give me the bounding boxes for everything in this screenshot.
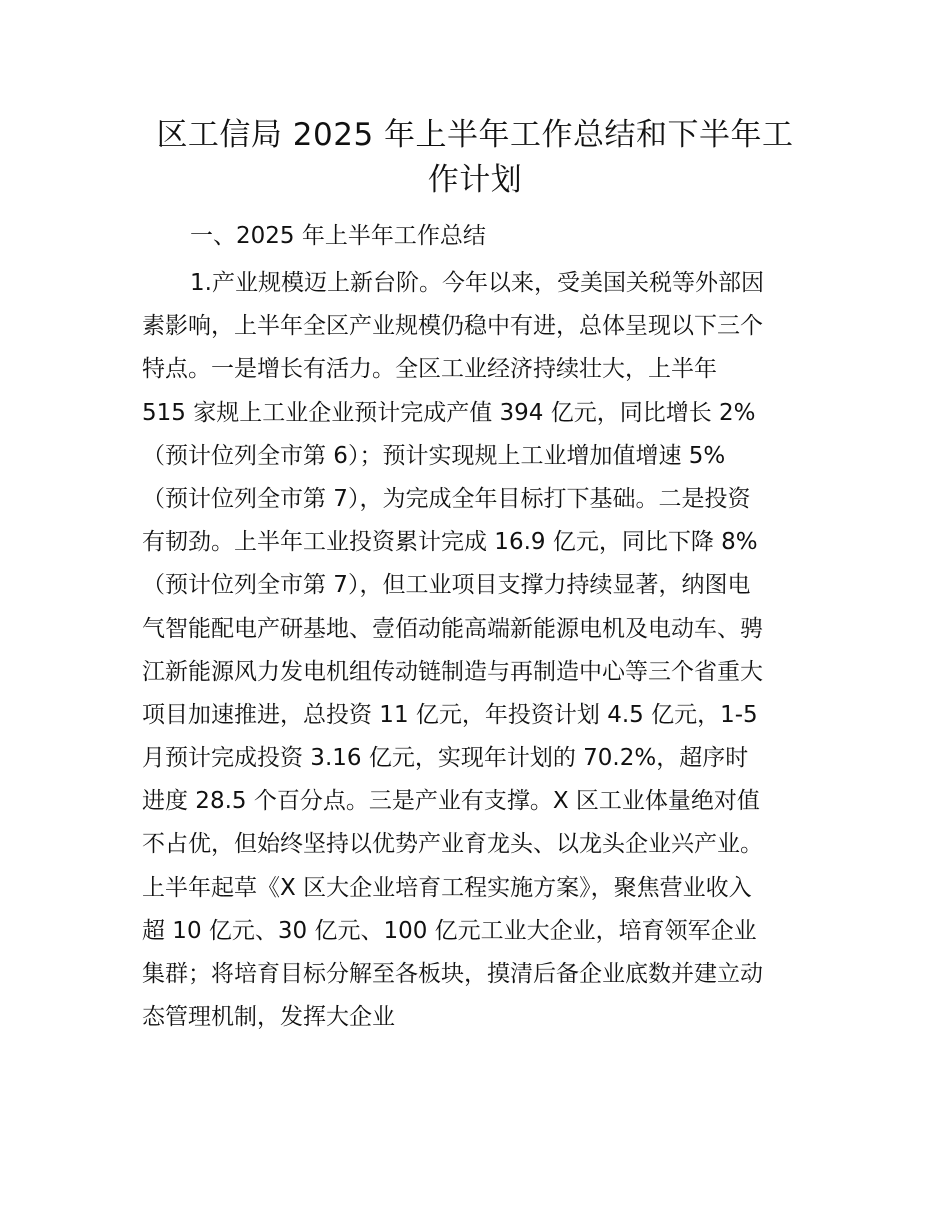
paragraph-line: （预计位列全市第 7），但工业项目支撑力持续显著，纳图电 <box>142 572 751 599</box>
paragraph-line: 素影响，上半年全区产业规模仍稳中有进，总体呈现以下三个 <box>142 313 763 340</box>
section-heading: 一、2025 年上半年工作总结 <box>190 223 486 249</box>
paragraph-line: 1.产业规模迈上新台阶。今年以来，受美国关税等外部因 <box>190 270 764 296</box>
paragraph-line: （预计位列全市第 7），为完成全年目标打下基础。二是投资 <box>142 485 751 512</box>
paragraph-line: 江新能源风力发电机组传动链制造与再制造中心等三个省重大 <box>142 658 763 685</box>
paragraph-line: 进度 28.5 个百分点。三是产业有支撑。X 区工业体量绝对值 <box>142 788 760 815</box>
paragraph <box>142 262 822 1039</box>
paragraph-line: 特点。一是增长有活力。全区工业经济持续壮大，上半年 <box>142 356 717 383</box>
paragraph-line: 515 家规上工业企业预计完成产值 394 亿元，同比增长 2% <box>142 399 756 426</box>
title-line-1: 区工信局 2025 年上半年工作总结和下半年工 <box>156 117 794 153</box>
paragraph-line: 月预计完成投资 3.16 亿元，实现年计划的 70.2%，超序时 <box>142 745 749 772</box>
paragraph-line: 有韧劲。上半年工业投资累计完成 16.9 亿元，同比下降 8% <box>142 529 758 556</box>
paragraph-line: （预计位列全市第 6）；预计实现规上工业增加值增速 5% <box>142 442 726 469</box>
paragraph-line: 气智能配电产研基地、壹佰动能高端新能源电机及电动车、骋 <box>142 615 763 642</box>
paragraph-line: 项目加速推进，总投资 11 亿元，年投资计划 4.5 亿元，1-5 <box>142 701 758 728</box>
paragraph-line: 态管理机制，发挥大企业 <box>142 1004 395 1031</box>
paragraph-line: 超 10 亿元、30 亿元、100 亿元工业大企业，培育领军企业 <box>142 917 757 944</box>
paragraph-line: 不占优，但始终坚持以优势产业育龙头、以龙头企业兴产业。 <box>142 831 763 858</box>
title-line-2: 作计划 <box>427 162 523 198</box>
document-title <box>140 113 810 203</box>
paragraph-line: 上半年起草《X 区大企业培育工程实施方案》，聚焦营业收入 <box>142 874 752 901</box>
paragraph-line: 集群；将培育目标分解至各板块，摸清后备企业底数并建立动 <box>142 961 763 987</box>
